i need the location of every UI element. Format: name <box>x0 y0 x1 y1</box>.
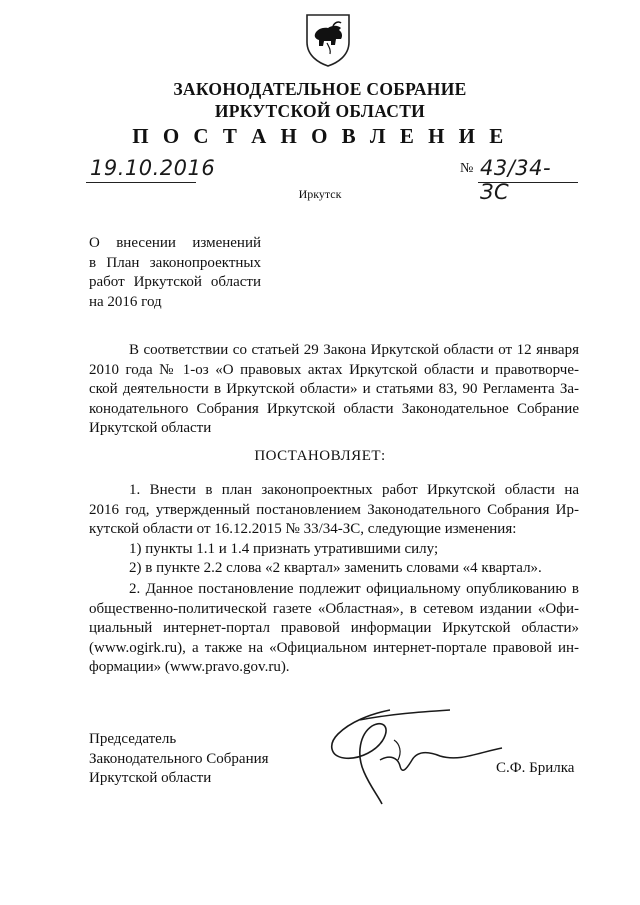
text-line: конодательного Собрания Иркутской области Законодательное Собрание <box>89 400 579 417</box>
resolves-heading: ПОСТАНОВЛЯЕТ: <box>254 448 386 464</box>
subject-line: О внесении изменений <box>89 235 261 251</box>
city-name: Иркутск <box>298 187 342 201</box>
text-line: 2010 года № 1-оз «О правовых актах Иркутской области и правотворче- <box>89 361 579 378</box>
text-line: 1) пункты 1.1 и 1.4 признать утратившими силу; <box>129 540 439 557</box>
handwritten-number: 43/34-ЗС <box>480 156 552 204</box>
org-title-line1: ЗАКОНОДАТЕЛЬНОЕ СОБРАНИЕ <box>173 79 467 99</box>
signatory-name: С.Ф. Брилка <box>496 760 575 776</box>
number-field <box>478 156 578 204</box>
text-line: ской деятельности в Иркутской области» и статьями 83, 90 Регламента За- <box>89 381 579 398</box>
handwritten-date: 19.10.2016 <box>90 156 216 180</box>
subject-line: работ Иркутской области <box>89 274 261 290</box>
text-line: кутской области от 16.12.2015 № 33/34-ЗС, следующие изменения: <box>89 521 517 538</box>
date-field <box>86 156 216 183</box>
item-2-paragraph <box>89 580 579 678</box>
subject-line: в План законопроектных <box>89 254 261 271</box>
text-line: формации» (www.pravo.gov.ru). <box>89 659 290 676</box>
document-subject <box>89 234 261 312</box>
text-line: (www.ogirk.ru), а также на «Официальном интернет-портале правовой ин- <box>89 639 579 656</box>
document-type-title: П О С Т А Н О В Л Е Н И Е <box>132 124 508 148</box>
text-line: 2016 год, утвержденный постановлением Законодательного Собрания Ир- <box>89 501 579 518</box>
signatory-position <box>89 730 269 789</box>
subject-line: на 2016 год <box>89 293 162 310</box>
position-line: Председатель <box>89 731 177 747</box>
position-line: Законодательного Собрания <box>89 750 269 767</box>
preamble-paragraph <box>89 341 579 439</box>
number-label: № <box>460 161 474 176</box>
text-line: 2. Данное постановление подлежит официальному опубликованию в <box>129 581 579 597</box>
coat-of-arms-icon <box>303 12 353 68</box>
text-line: Иркутской области <box>89 420 212 437</box>
text-line: 1. Внести в план законопроектных работ Иркутской области на <box>129 482 579 498</box>
position-line: Иркутской области <box>89 770 212 786</box>
text-line: В соответствии со статьей 29 Закона Иркутской области от 12 января <box>129 342 579 358</box>
text-line: общественно-политической газете «Областная», в сетевом издании «Офи- <box>89 600 579 617</box>
org-title-line2: ИРКУТСКОЙ ОБЛАСТИ <box>214 101 426 121</box>
text-line: циальный интернет-портал правовой информации Иркутской области» <box>89 620 579 637</box>
item-1-paragraph <box>89 481 579 579</box>
handwritten-signature <box>320 700 510 810</box>
text-line: 2) в пункте 2.2 слова «2 квартал» заменить словами «4 квартал». <box>129 560 542 577</box>
